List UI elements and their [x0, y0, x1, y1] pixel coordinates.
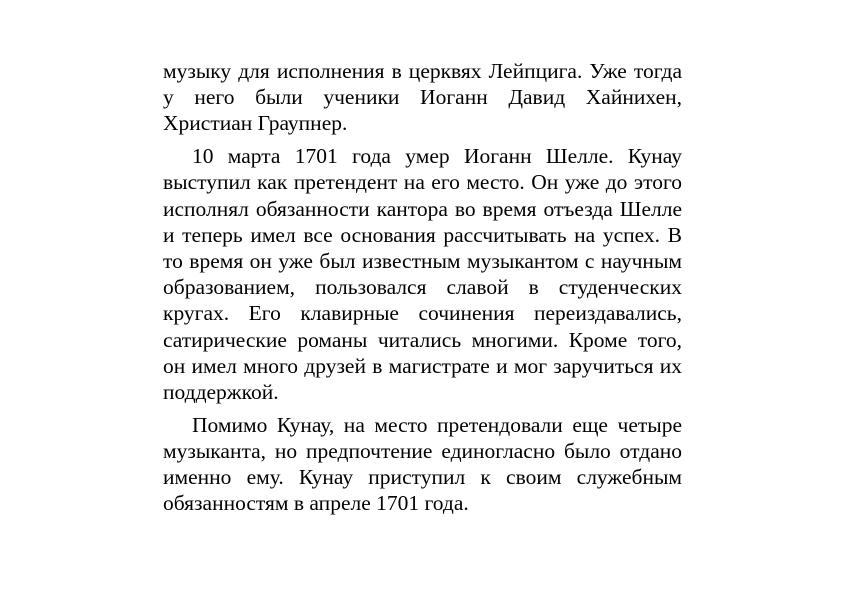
document-page	[163, 58, 682, 516]
paragraph-continuation: музыку для исполнения в церквях Лейпцига. Уже тогда у него были ученики Иоганн Давид Хайнихен, Христиан Граупнер.	[163, 59, 682, 136]
paragraph-kuhnau-appointment: Помимо Кунау, на место претендовали еще четыре музыканта, но предпочтение единогласно было отдано именно ему. Кунау приступил к своим служебным обязанностям в апреле 1701 года.	[163, 412, 682, 516]
paragraph-kuhnau-candidacy: 10 марта 1701 года умер Иоганн Шелле. Кунау выступил как претендент на его место. Он уже до этого исполнял обязанности кантора во время отъезда Шелле и теперь имел все основания рассчитывать на успех. В то время он уже был известным музыкантом с научным образованием, пользовался славой в студенческих кругах. Его клавирные сочинения переиздавались, сатирические романы читались многими. Кроме того, он имел много друзей в магистрате и мог заручиться их поддержкой.	[163, 144, 682, 404]
